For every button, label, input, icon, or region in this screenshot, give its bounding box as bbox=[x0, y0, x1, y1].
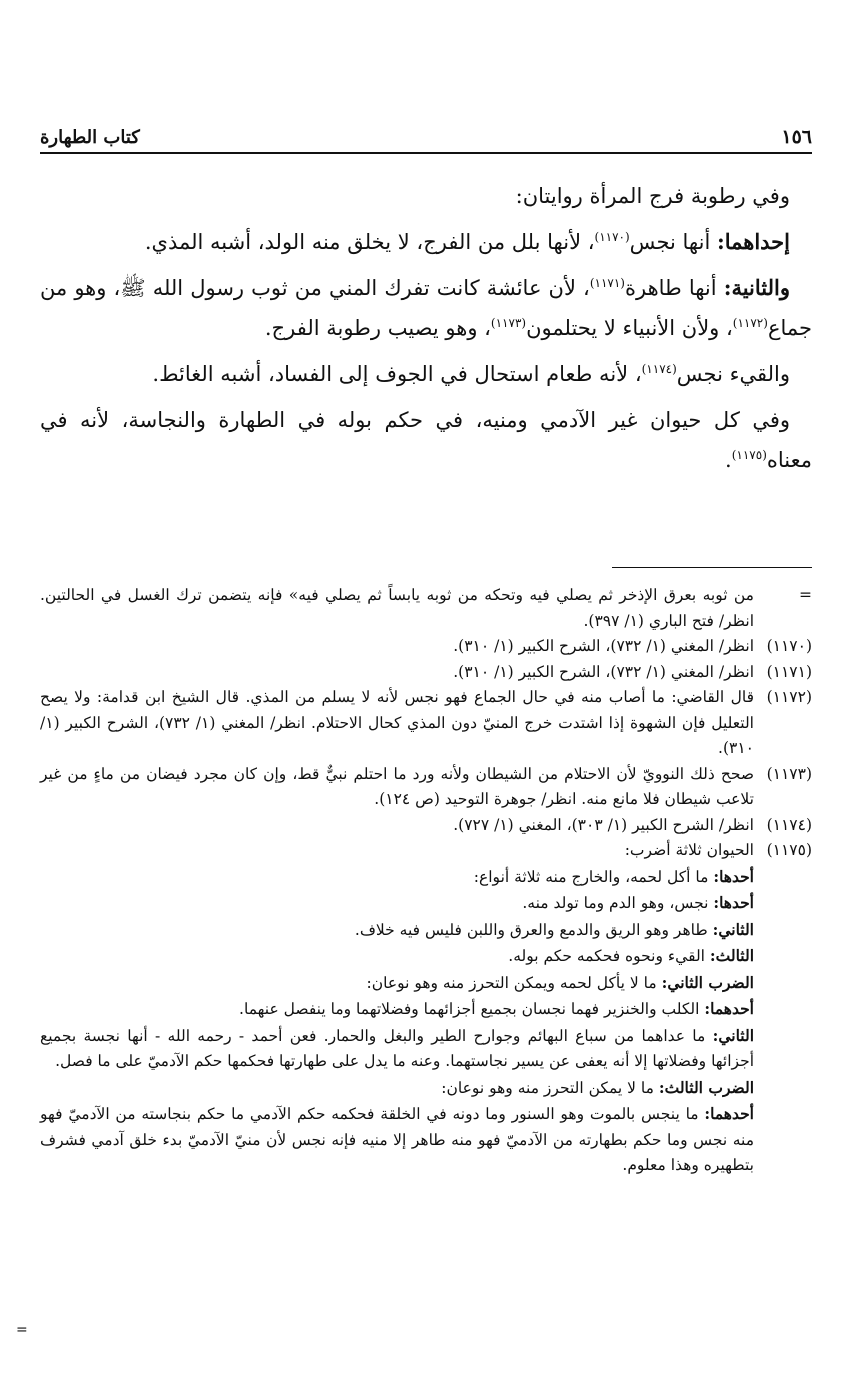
line-text: ما لا يأكل لحمه ويمكن التحرز منه وهو نوعان: bbox=[366, 973, 662, 992]
line-text: القيء ونحوه فحكمه حكم بوله. bbox=[508, 947, 710, 965]
line-lead: الثاني: bbox=[712, 919, 754, 939]
footnote-1174 bbox=[40, 813, 812, 839]
line-text: ما لا يمكن التحرز منه وهو نوعان: bbox=[441, 1078, 659, 1097]
second-narration-text-cont3: ، وهو يصيب رطوبة الفرج. bbox=[264, 316, 491, 340]
first-narration-text-cont: ، لأنها بلل من الفرج، لا يخلق منه الولد، أشبه المذي. bbox=[144, 230, 595, 254]
footnote-1175-line bbox=[40, 1075, 812, 1102]
footnote-number: (١١٧٤) bbox=[766, 815, 812, 834]
continuation-mark: = bbox=[799, 586, 812, 604]
footnote-text: من ثوبه بعرق الإذخر ثم يصلي فيه وتحكه من ثوبه يابساً ثم يصلي فيه» فإنه يتضمن ترك الغسل في الحالتين. انظر/ فتح الباري (١/ ٣٩٧). bbox=[40, 586, 754, 630]
footnote-ref-1170[interactable]: (١١٧٠) bbox=[594, 230, 630, 244]
running-header bbox=[40, 112, 812, 154]
footnote-ref-1175[interactable]: (١١٧٥) bbox=[731, 448, 767, 462]
paragraph-first-narration bbox=[40, 222, 812, 262]
footnote-number: (١١٧٥) bbox=[766, 841, 812, 859]
footnotes bbox=[40, 583, 812, 1179]
footnote-number: (١١٧٣) bbox=[766, 764, 812, 783]
footnote-1170 bbox=[40, 634, 812, 660]
second-narration-text-cont2: ، ولأن الأنبياء لا يحتلمون bbox=[526, 316, 733, 340]
line-text: الكلب والخنزير فهما نجسان بجميع أجزائهما وفضلاتهما وما ينفصل عنهما. bbox=[239, 1000, 705, 1018]
page-number: ١٥٦ bbox=[781, 126, 812, 148]
vomit-text-cont: ، لأنه طعام استحال في الجوف إلى الفساد، أشبه الغائط. bbox=[152, 362, 642, 386]
footnote-1175-line bbox=[40, 890, 812, 917]
animals-text: وفي كل حيوان غير الآدمي ومنيه، في حكم بوله في الطهارة والنجاسة، لأنه في معناه bbox=[40, 408, 812, 472]
second-narration-text: أنها طاهرة bbox=[624, 276, 724, 300]
line-lead: الضرب الثاني: bbox=[661, 972, 754, 992]
footnote-number: (١١٧١) bbox=[766, 662, 812, 681]
footnote-number: (١١٧٢) bbox=[766, 688, 812, 706]
footnote-text: انظر/ المغني (١/ ٧٣٢)، الشرح الكبير (١/ ٣١٠). bbox=[453, 637, 754, 655]
second-narration-text-cont: ، لأن عائشة كانت تفرك المني من ثوب رسول الله ﷺ، وهو من جماع bbox=[40, 276, 812, 340]
footnote-1175-line bbox=[40, 996, 812, 1023]
margin-mark: = bbox=[16, 1322, 28, 1338]
footnote-1175-line bbox=[40, 864, 812, 891]
line-text: ما ينجس بالموت وهو السنور وما دونه في الخلقة فحكمه حكم الآدمي ما حكم بنجاسته من الآدميّ فهو منه نجس وما حكم بطهارته من الآدميّ فهو منه طاهر إلا منيه فإنه نجس لأن منيّ الآدميّ بدء خلق آدمي فشرف بتطهيره وهذا معلوم. bbox=[40, 1105, 754, 1174]
footnote-1175-line bbox=[40, 943, 812, 970]
footnote-1173 bbox=[40, 762, 812, 813]
footnote-ref-1174[interactable]: (١١٧٤) bbox=[641, 362, 677, 376]
footnote-text: صحح ذلك النوويّ لأن الاحتلام من الشيطان ولأنه ورد ما احتلم نبيٌّ قط، وإن كان مجرد فيضان من ماءٍ من غير تلاعب شيطان فلا مانع منه. انظر/ جوهرة التوحيد (ص ١٢٤). bbox=[40, 764, 754, 808]
first-narration-text: أنها نجس bbox=[629, 230, 717, 254]
footnote-1171 bbox=[40, 660, 812, 686]
footnote-continuation bbox=[40, 583, 812, 634]
footnote-1175-line bbox=[40, 970, 812, 997]
line-text: نجس، وهو الدم وما تولد منه. bbox=[522, 894, 714, 912]
footnote-text: انظر/ المغني (١/ ٧٣٢)، الشرح الكبير (١/ ٣١٠). bbox=[453, 662, 754, 681]
book-title: كتاب الطهارة bbox=[40, 127, 140, 148]
footnote-text: الحيوان ثلاثة أضرب: bbox=[624, 841, 754, 859]
footnote-1175 bbox=[40, 838, 812, 864]
footnote-1175-line bbox=[40, 1023, 812, 1075]
footnote-1175-line bbox=[40, 1101, 812, 1179]
footnote-ref-1171[interactable]: (١١٧١) bbox=[589, 276, 625, 290]
footnote-ref-1173[interactable]: (١١٧٣) bbox=[490, 316, 527, 330]
footnote-number: (١١٧٠) bbox=[766, 637, 812, 655]
vomit-text: والقيء نجس bbox=[676, 362, 790, 386]
line-text: طاهر وهو الريق والدمع والعرق واللبن فليس فيه خلاف. bbox=[354, 920, 713, 939]
line-text: ما عداهما من سباع البهائم وجوارح الطير والبغل والحمار. فعن أحمد - رحمه الله - أنها نجسة بجميع أجزائها وفضلاتها إلا أنه يعفى عن يسير نجاستهما. وعنه ما يدل على طهارتها فحكمها حكم الآدميّ على ما فصل. bbox=[40, 1026, 754, 1070]
footnote-1175-line bbox=[40, 917, 812, 944]
line-lead: الثالث: bbox=[709, 946, 754, 965]
line-text: ما أكل لحمه، والخارج منه ثلاثة أنواع: bbox=[473, 867, 714, 886]
animals-text-end: . bbox=[725, 448, 732, 472]
footnote-1172 bbox=[40, 685, 812, 762]
line-lead: أحدها: bbox=[713, 893, 754, 912]
main-text bbox=[40, 176, 812, 486]
footnote-ref-1172[interactable]: (١١٧٢) bbox=[732, 316, 768, 330]
line-lead: الضرب الثالث: bbox=[658, 1077, 754, 1097]
footnote-text: انظر/ الشرح الكبير (١/ ٣٠٣)، المغني (١/ ٧٢٧). bbox=[453, 815, 754, 834]
paragraph-animals bbox=[40, 400, 812, 480]
line-lead: الثاني: bbox=[712, 1025, 755, 1045]
footnote-text: قال القاضي: ما أصاب منه في حال الجماع فهو نجس لأنه لا يسلم من المذي. قال الشيخ ابن قدامة: ولا يصح التعليل فإن الشهوة إذا اشتدت خرج المنيّ دون المذي كحال الاحتلام. انظر/ المغني (١/ ٧٣٢)، الشرح الكبير (١/ ٣١٠). bbox=[40, 688, 754, 757]
first-narration-lead: إحداهما: bbox=[716, 229, 790, 254]
line-lead: أحدهما: bbox=[704, 999, 754, 1018]
footnote-separator bbox=[612, 567, 812, 568]
paragraph-vomit bbox=[40, 354, 812, 394]
paragraph-second-narration bbox=[40, 268, 812, 348]
line-lead: أحدها: bbox=[713, 866, 754, 886]
paragraph-intro: وفي رطوبة فرج المرأة روايتان: bbox=[515, 184, 790, 208]
second-narration-lead: والثانية: bbox=[723, 275, 790, 300]
line-lead: أحدهما: bbox=[704, 1104, 754, 1123]
